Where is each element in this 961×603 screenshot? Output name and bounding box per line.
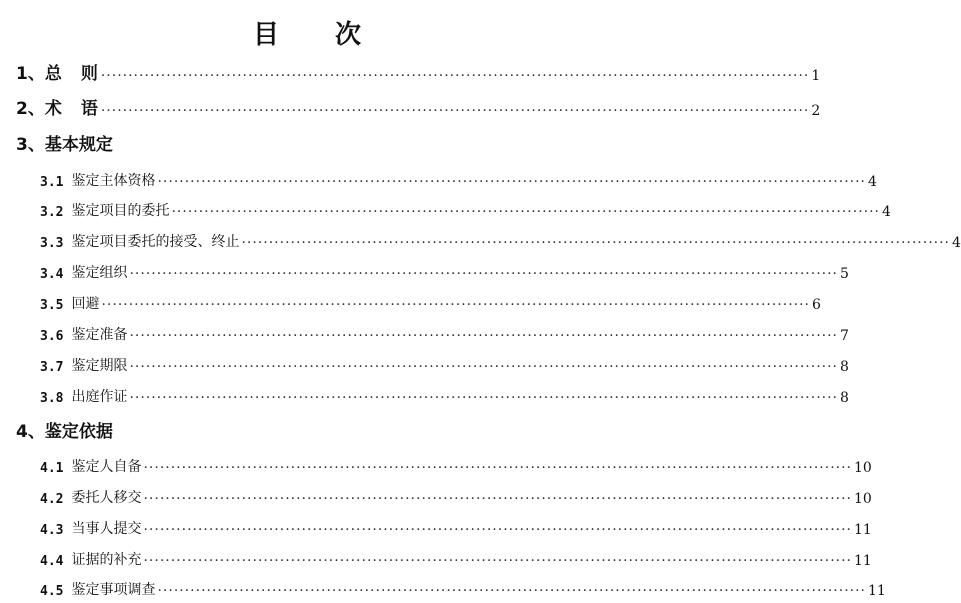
page-number: 2	[811, 103, 821, 119]
section-label: 鉴定事项调查	[71, 582, 156, 598]
section-number: 3.8	[40, 391, 64, 406]
section-label: 委托人移交	[71, 490, 142, 506]
page-number: 11	[868, 583, 886, 599]
section-number: 4.4	[40, 554, 64, 569]
toc-section-3-1[interactable]	[40, 170, 877, 190]
section-number: 3.1	[40, 175, 64, 190]
section-label: 鉴定主体资格	[71, 173, 156, 189]
page-number: 11	[854, 553, 872, 569]
chapter-number: 4、	[16, 422, 45, 442]
dot-leader: ··································································································································	[129, 266, 839, 282]
title-part-1: 目	[252, 20, 281, 50]
page-number: 7	[840, 328, 849, 344]
page-number: 8	[840, 359, 849, 375]
section-label: 当事人提交	[71, 521, 142, 537]
section-label: 鉴定人自备	[71, 459, 142, 475]
chapter-number: 3、	[16, 135, 45, 155]
section-number: 4.1	[40, 461, 64, 476]
dot-leader: ··································································································································	[157, 174, 867, 190]
dot-leader: ··································································································································	[143, 491, 853, 507]
toc-section-3-2[interactable]	[40, 200, 891, 220]
toc-chapter-3[interactable]	[16, 133, 590, 155]
toc-chapter-2[interactable]	[16, 97, 821, 119]
chapter-number: 2、	[16, 99, 45, 119]
page-number: 11	[854, 522, 872, 538]
dot-leader: ··································································································································	[100, 68, 810, 84]
dot-leader: ··································································································································	[143, 460, 853, 476]
toc-chapter-1[interactable]	[16, 62, 821, 84]
page-number: 1	[811, 68, 821, 84]
section-number: 3.6	[40, 329, 64, 344]
toc-section-3-7[interactable]	[40, 355, 849, 375]
title-part-2: 次	[335, 20, 364, 50]
section-number: 3.7	[40, 360, 64, 375]
section-label: 鉴定项目的委托	[71, 203, 170, 219]
dot-leader: ··································································································································	[100, 103, 810, 119]
section-number: 4.3	[40, 523, 64, 538]
page-number: 4	[882, 204, 891, 220]
section-label: 证据的补充	[71, 552, 142, 568]
toc-section-4-2[interactable]	[40, 487, 872, 507]
section-number: 3.3	[40, 236, 64, 251]
toc-section-4-5[interactable]	[40, 579, 886, 599]
section-label: 鉴定组织	[71, 265, 128, 281]
dot-leader: ··································································································································	[171, 204, 881, 220]
page-number: 4	[868, 174, 877, 190]
chapter-number: 1、	[16, 64, 45, 84]
page-number: 6	[812, 297, 821, 313]
dot-leader: ··································································································································	[129, 328, 839, 344]
toc-section-3-4[interactable]	[40, 262, 849, 282]
section-label: 鉴定项目委托的接受、终止	[71, 234, 240, 250]
page-number: 5	[840, 266, 849, 282]
section-label: 出庭作证	[71, 389, 128, 405]
dot-leader: ··································································································································	[143, 553, 853, 569]
dot-leader: ··································································································································	[129, 390, 839, 406]
section-label: 鉴定期限	[71, 358, 128, 374]
toc-section-4-1[interactable]	[40, 456, 872, 476]
toc-section-3-3[interactable]	[40, 231, 961, 251]
page-number: 10	[854, 491, 872, 507]
toc-section-4-4[interactable]	[40, 549, 872, 569]
section-number: 4.5	[40, 584, 64, 599]
section-number: 3.2	[40, 205, 64, 220]
section-label: 回避	[71, 296, 100, 312]
toc-section-4-3[interactable]	[40, 518, 872, 538]
section-number: 3.5	[40, 298, 64, 313]
section-number: 3.4	[40, 267, 64, 282]
toc-section-3-5[interactable]	[40, 293, 821, 313]
section-number: 4.2	[40, 492, 64, 507]
chapter-label: 术 语	[44, 99, 99, 119]
page-title	[0, 14, 616, 51]
dot-leader: ··································································································································	[143, 522, 853, 538]
chapter-label: 基本规定	[44, 135, 113, 155]
dot-leader: ··································································································································	[157, 583, 867, 599]
toc-section-3-6[interactable]	[40, 324, 849, 344]
toc-chapter-4[interactable]	[16, 420, 590, 442]
dot-leader: ··································································································································	[101, 297, 811, 313]
section-label: 鉴定准备	[71, 327, 128, 343]
page-number: 8	[840, 390, 849, 406]
dot-leader: ··································································································································	[241, 235, 951, 251]
page-number: 4	[952, 235, 961, 251]
dot-leader: ··································································································································	[129, 359, 839, 375]
chapter-label: 鉴定依据	[44, 422, 113, 442]
chapter-label: 总 则	[44, 64, 99, 84]
page-number: 10	[854, 460, 872, 476]
toc-section-3-8[interactable]	[40, 386, 849, 406]
